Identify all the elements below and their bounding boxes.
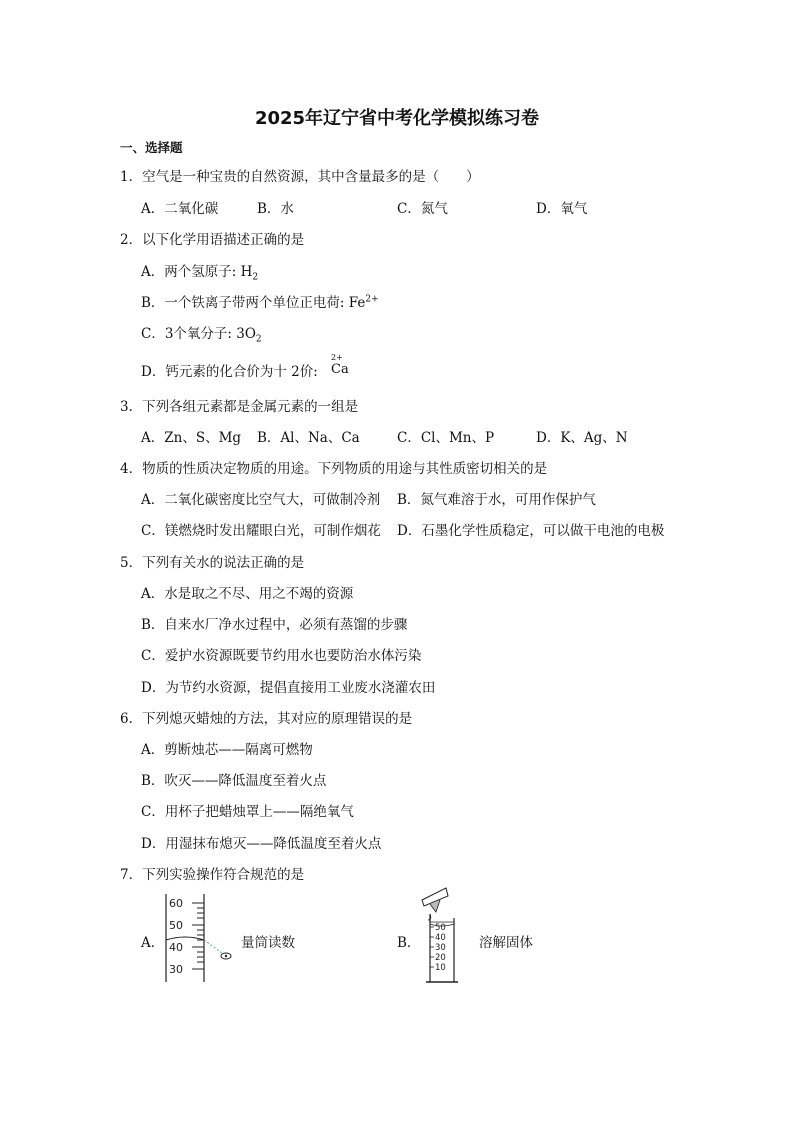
q2-option-c-subscript: 2 bbox=[255, 334, 262, 345]
q2-option-b-text: B．一个铁离子带两个单位正电荷: Fe bbox=[141, 295, 366, 311]
cylinder-b-tick-20: 20 bbox=[435, 953, 446, 963]
q3-option-d: D．K、Ag、N bbox=[536, 430, 628, 446]
cylinder-a-tick-50: 50 bbox=[169, 919, 183, 932]
cylinder-a-tick-60: 60 bbox=[169, 897, 183, 910]
q5-option-c: C．爱护水资源既要节约用水也要防治水体污染 bbox=[141, 648, 422, 664]
q7-option-a-caption: 量筒读数 bbox=[241, 935, 295, 951]
question-2-stem: 2．以下化学用语描述正确的是 bbox=[120, 232, 305, 248]
q2-option-b-superscript: 2+ bbox=[365, 294, 379, 305]
q2-option-b bbox=[141, 291, 379, 311]
question-3-stem: 3．下列各组元素都是金属元素的一组是 bbox=[120, 399, 359, 415]
question-4-stem: 4．物质的性质决定物质的用途。下列物质的用途与其性质密切相关的是 bbox=[120, 461, 548, 477]
q1-option-a: A．二氧化碳 bbox=[141, 201, 219, 217]
q6-option-c: C．用杯子把蜡烛罩上——隔绝氧气 bbox=[141, 804, 354, 820]
q2-option-a-text: A．两个氢原子: H bbox=[141, 264, 253, 280]
cylinder-b-tick-50: 50 bbox=[435, 923, 446, 933]
q1-option-d: D．氧气 bbox=[536, 201, 588, 217]
q1-option-b: B．水 bbox=[257, 201, 294, 217]
question-7-stem: 7．下列实验操作符合规范的是 bbox=[120, 867, 305, 883]
q6-option-a: A．剪断烛芯——隔离可燃物 bbox=[141, 742, 313, 758]
q5-option-a: A．水是取之不尽、用之不竭的资源 bbox=[141, 586, 354, 602]
q2-option-d-valence: 2+ bbox=[331, 353, 343, 362]
cylinder-a-tick-30: 30 bbox=[169, 963, 183, 976]
q7-option-a-label: A． bbox=[141, 935, 165, 951]
q1-option-c: C．氮气 bbox=[397, 201, 448, 217]
cylinder-b-tick-10: 10 bbox=[435, 963, 446, 973]
question-1-stem: 1．空气是一种宝贵的自然资源，其中含量最多的是（ ） bbox=[120, 169, 480, 185]
q5-option-d: D．为节约水资源，提倡直接用工业废水浇灌农田 bbox=[141, 680, 436, 696]
q6-option-b: B．吹灭——降低温度至着火点 bbox=[141, 773, 327, 789]
graduated-cylinder-reading-figure bbox=[160, 890, 240, 985]
section-heading: 一、选择题 bbox=[120, 140, 183, 155]
q7-option-b-caption: 溶解固体 bbox=[479, 935, 533, 951]
q2-option-a-subscript: 2 bbox=[252, 272, 259, 283]
q6-option-d: D．用湿抹布熄灭——降低温度至着火点 bbox=[141, 836, 382, 852]
q2-option-c-text: C．3个氧分子: 3O bbox=[141, 326, 256, 342]
q5-option-b: B．自来水厂净水过程中，必须有蒸馏的步骤 bbox=[141, 617, 408, 633]
q3-option-a: A．Zn、S、Mg bbox=[141, 430, 242, 446]
question-6-stem: 6．下列熄灭蜡烛的方法，其对应的原理错误的是 bbox=[120, 711, 413, 727]
question-5-stem: 5．下列有关水的说法正确的是 bbox=[120, 555, 305, 571]
q2-option-a bbox=[141, 260, 259, 283]
cylinder-b-tick-30: 30 bbox=[435, 943, 446, 953]
sight-line bbox=[204, 940, 222, 953]
q3-option-b: B．Al、Na、Ca bbox=[257, 430, 360, 446]
dissolving-solid-in-cylinder-figure bbox=[418, 884, 468, 989]
q2-option-d-symbol: Ca bbox=[331, 362, 349, 377]
q4-option-b: B．氮气难溶于水，可用作保护气 bbox=[397, 492, 596, 508]
cylinder-a-tick-40: 40 bbox=[169, 941, 183, 954]
q4-option-a: A．二氧化碳密度比空气大，可做制冷剂 bbox=[141, 492, 381, 508]
q4-option-d: D．石墨化学性质稳定，可以做干电池的电极 bbox=[397, 523, 665, 539]
q7-option-b-label: B． bbox=[397, 935, 421, 951]
q4-option-c: C．镁燃烧时发出耀眼白光，可制作烟花 bbox=[141, 523, 381, 539]
q3-option-c: C．Cl、Mn、P bbox=[397, 430, 495, 446]
page-title: 2025年辽宁省中考化学模拟练习卷 bbox=[254, 108, 540, 129]
q2-option-d: D．钙元素的化合价为十 2价: bbox=[141, 364, 318, 380]
cylinder-b-tick-40: 40 bbox=[435, 933, 446, 943]
q2-option-c bbox=[141, 322, 262, 345]
